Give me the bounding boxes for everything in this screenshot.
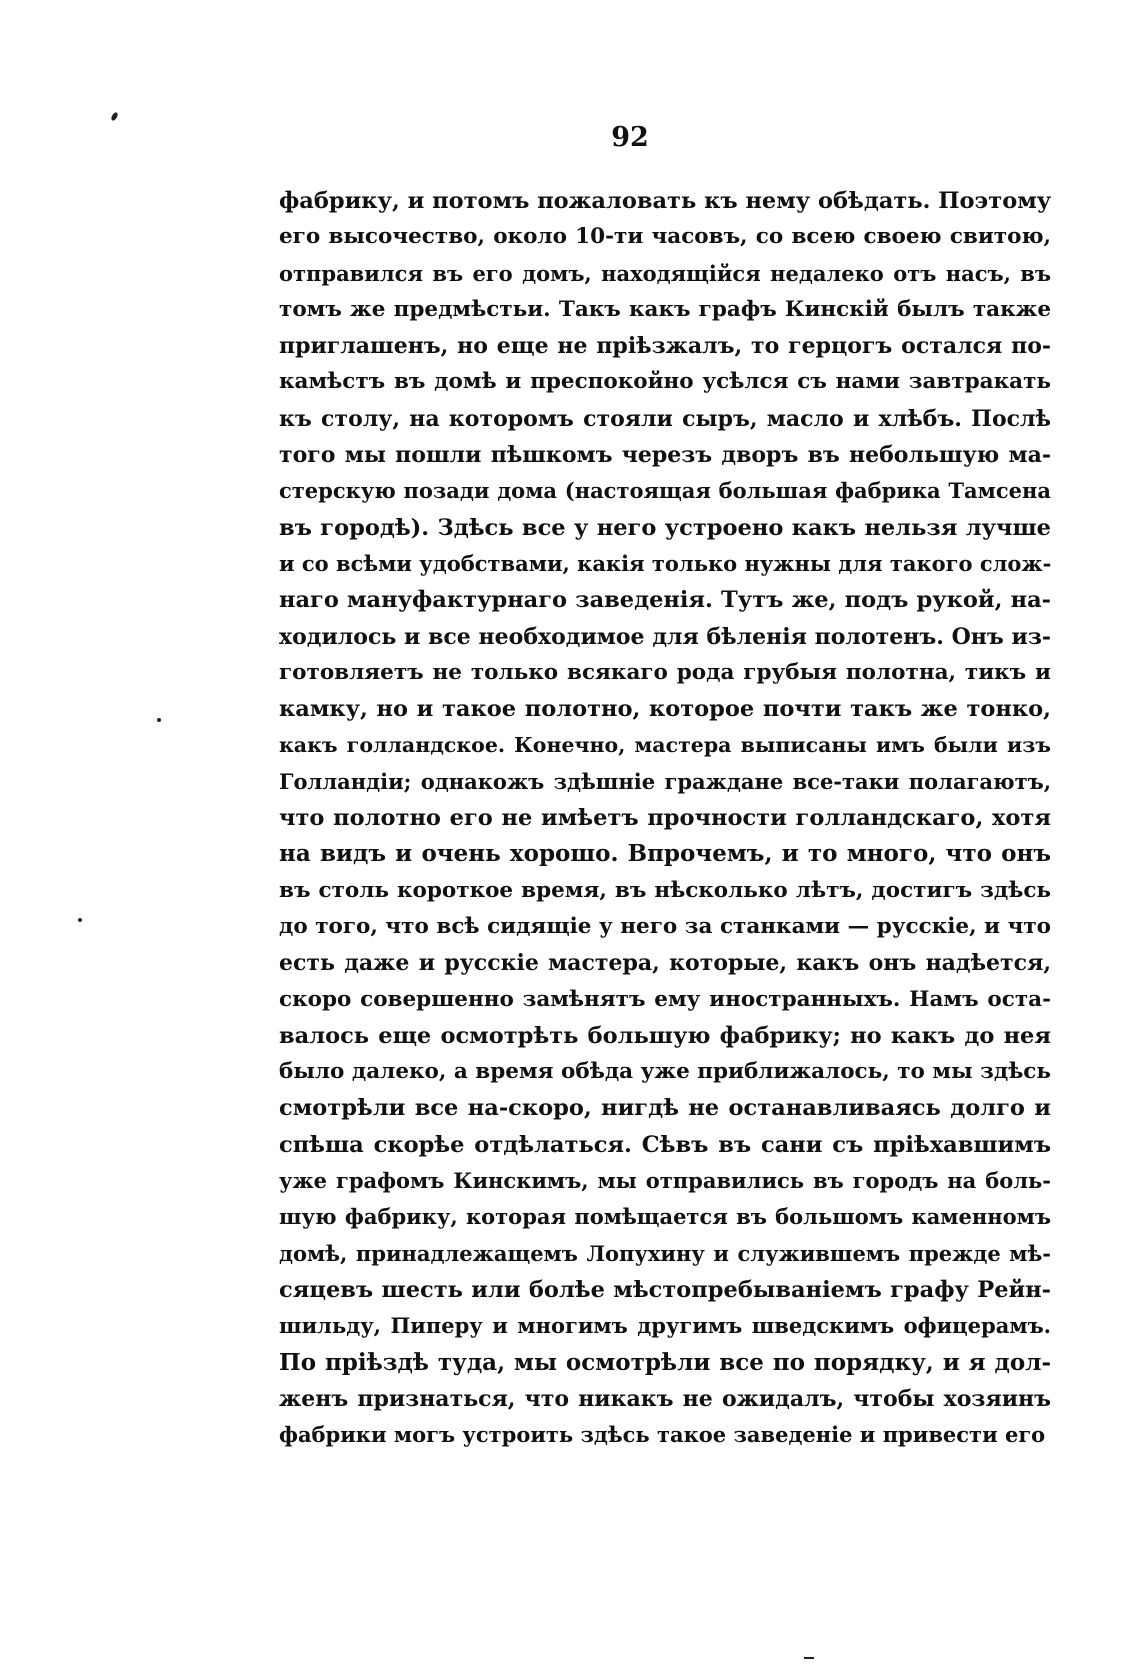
text-line: скоро совершенно замѣнятъ ему иностранныхъ. Намъ оста- [279, 986, 1051, 1012]
text-line: было далеко, а время обѣда уже приближалось, то мы здѣсь [279, 1059, 1051, 1085]
text-line: готовляетъ не только всякаго рода грубыя полотна, тикъ и [279, 659, 1051, 685]
body-text [279, 183, 1051, 1453]
text-line: до того, что всѣ сидящіе у него за станками — русскіе, и что [279, 913, 1051, 939]
text-line: стерскую позади дома (настоящая большая фабрика Тамсена [279, 478, 1051, 504]
text-line: камку, но и такое полотно, которое почти такъ же тонко, [279, 696, 1051, 723]
scan-speck [157, 718, 161, 722]
text-line: шую фабрику, которая помѣщается въ большомъ каменномъ [279, 1204, 1051, 1230]
text-line: камѣстъ въ домѣ и преспокойно усѣлся съ нами завтракать [279, 369, 1051, 395]
text-line: По пріѣздѣ туда, мы осмотрѣли все по порядку, и я дол- [279, 1348, 1051, 1376]
scan-speck [78, 918, 82, 922]
text-line: домѣ, принадлежащемъ Лопухину и служившемъ прежде мѣ- [279, 1240, 1051, 1266]
text-line: томъ же предмѣстьи. Такъ какъ графъ Кинскій былъ также [279, 296, 1051, 322]
text-line: и со всѣми удобствами, какія только нужны для такого слож- [279, 550, 1051, 576]
text-line: женъ признаться, что никакъ не ожидалъ, чтобы хозяинъ [279, 1385, 1051, 1412]
text-line: въ столь короткое время, въ нѣсколько лѣтъ, достигъ здѣсь [279, 877, 1051, 903]
text-line: спѣша скорѣе отдѣлаться. Сѣвъ въ сани съ пріѣхавшимъ [279, 1131, 1051, 1158]
text-line: отправился въ его домъ, находящійся недалеко отъ насъ, въ [279, 260, 1051, 286]
text-line: уже графомъ Кинскимъ, мы отправились въ городъ на боль- [279, 1168, 1051, 1194]
text-line: того мы пошли пѣшкомъ черезъ дворъ въ небольшую ма- [279, 442, 1051, 469]
scan-speck [110, 111, 119, 121]
page-number: 92 [611, 122, 649, 153]
text-line: въ городѣ). Здѣсь все у него устроено какъ нельзя лучше [279, 514, 1051, 541]
text-line: есть даже и русскіе мастера, которые, какъ онъ надѣется, [279, 950, 1051, 977]
text-line: сяцевъ шесть или болѣе мѣстопребываніемъ графу Рейн- [279, 1276, 1051, 1303]
text-line: на видъ и очень хорошо. Впрочемъ, и то много, что онъ [279, 840, 1051, 868]
text-line: къ столу, на которомъ стояли сыръ, масло и хлѣбъ. Послѣ [279, 405, 1051, 432]
text-line: фабрики могъ устроить здѣсь такое заведеніе и привести его [279, 1422, 1046, 1448]
text-line: приглашенъ, но еще не пріѣзжалъ, то герцогъ остался по- [279, 333, 1051, 360]
text-line: что полотно его не имѣетъ прочности голландскаго, хотя [279, 805, 1051, 832]
text-line: какъ голландское. Конечно, мастера выписаны имъ были изъ [279, 733, 1051, 758]
scan-speck [804, 1657, 814, 1659]
text-line: Голландіи; однакожъ здѣшніе граждане все-таки полагаютъ, [279, 768, 1051, 794]
text-line: валось еще осмотрѣть большую фабрику; но какъ до нея [279, 1022, 1051, 1049]
text-line: фабрику, и потомъ пожаловать къ нему обѣдать. Поэтому [279, 188, 1051, 214]
text-line: наго мануфактурнаго заведенія. Тутъ же, подъ рукой, на- [279, 587, 1051, 614]
text-line: шильду, Пиперу и многимъ другимъ шведскимъ офицерамъ. [279, 1313, 1051, 1339]
text-line: смотрѣли все на-скоро, нигдѣ не останавливаясь долго и [279, 1095, 1051, 1122]
text-line: ходилось и все необходимое для бѣленія полотенъ. Онъ из- [279, 623, 1051, 650]
text-line: его высочество, около 10-ти часовъ, со всею своею свитою, [279, 224, 1051, 250]
